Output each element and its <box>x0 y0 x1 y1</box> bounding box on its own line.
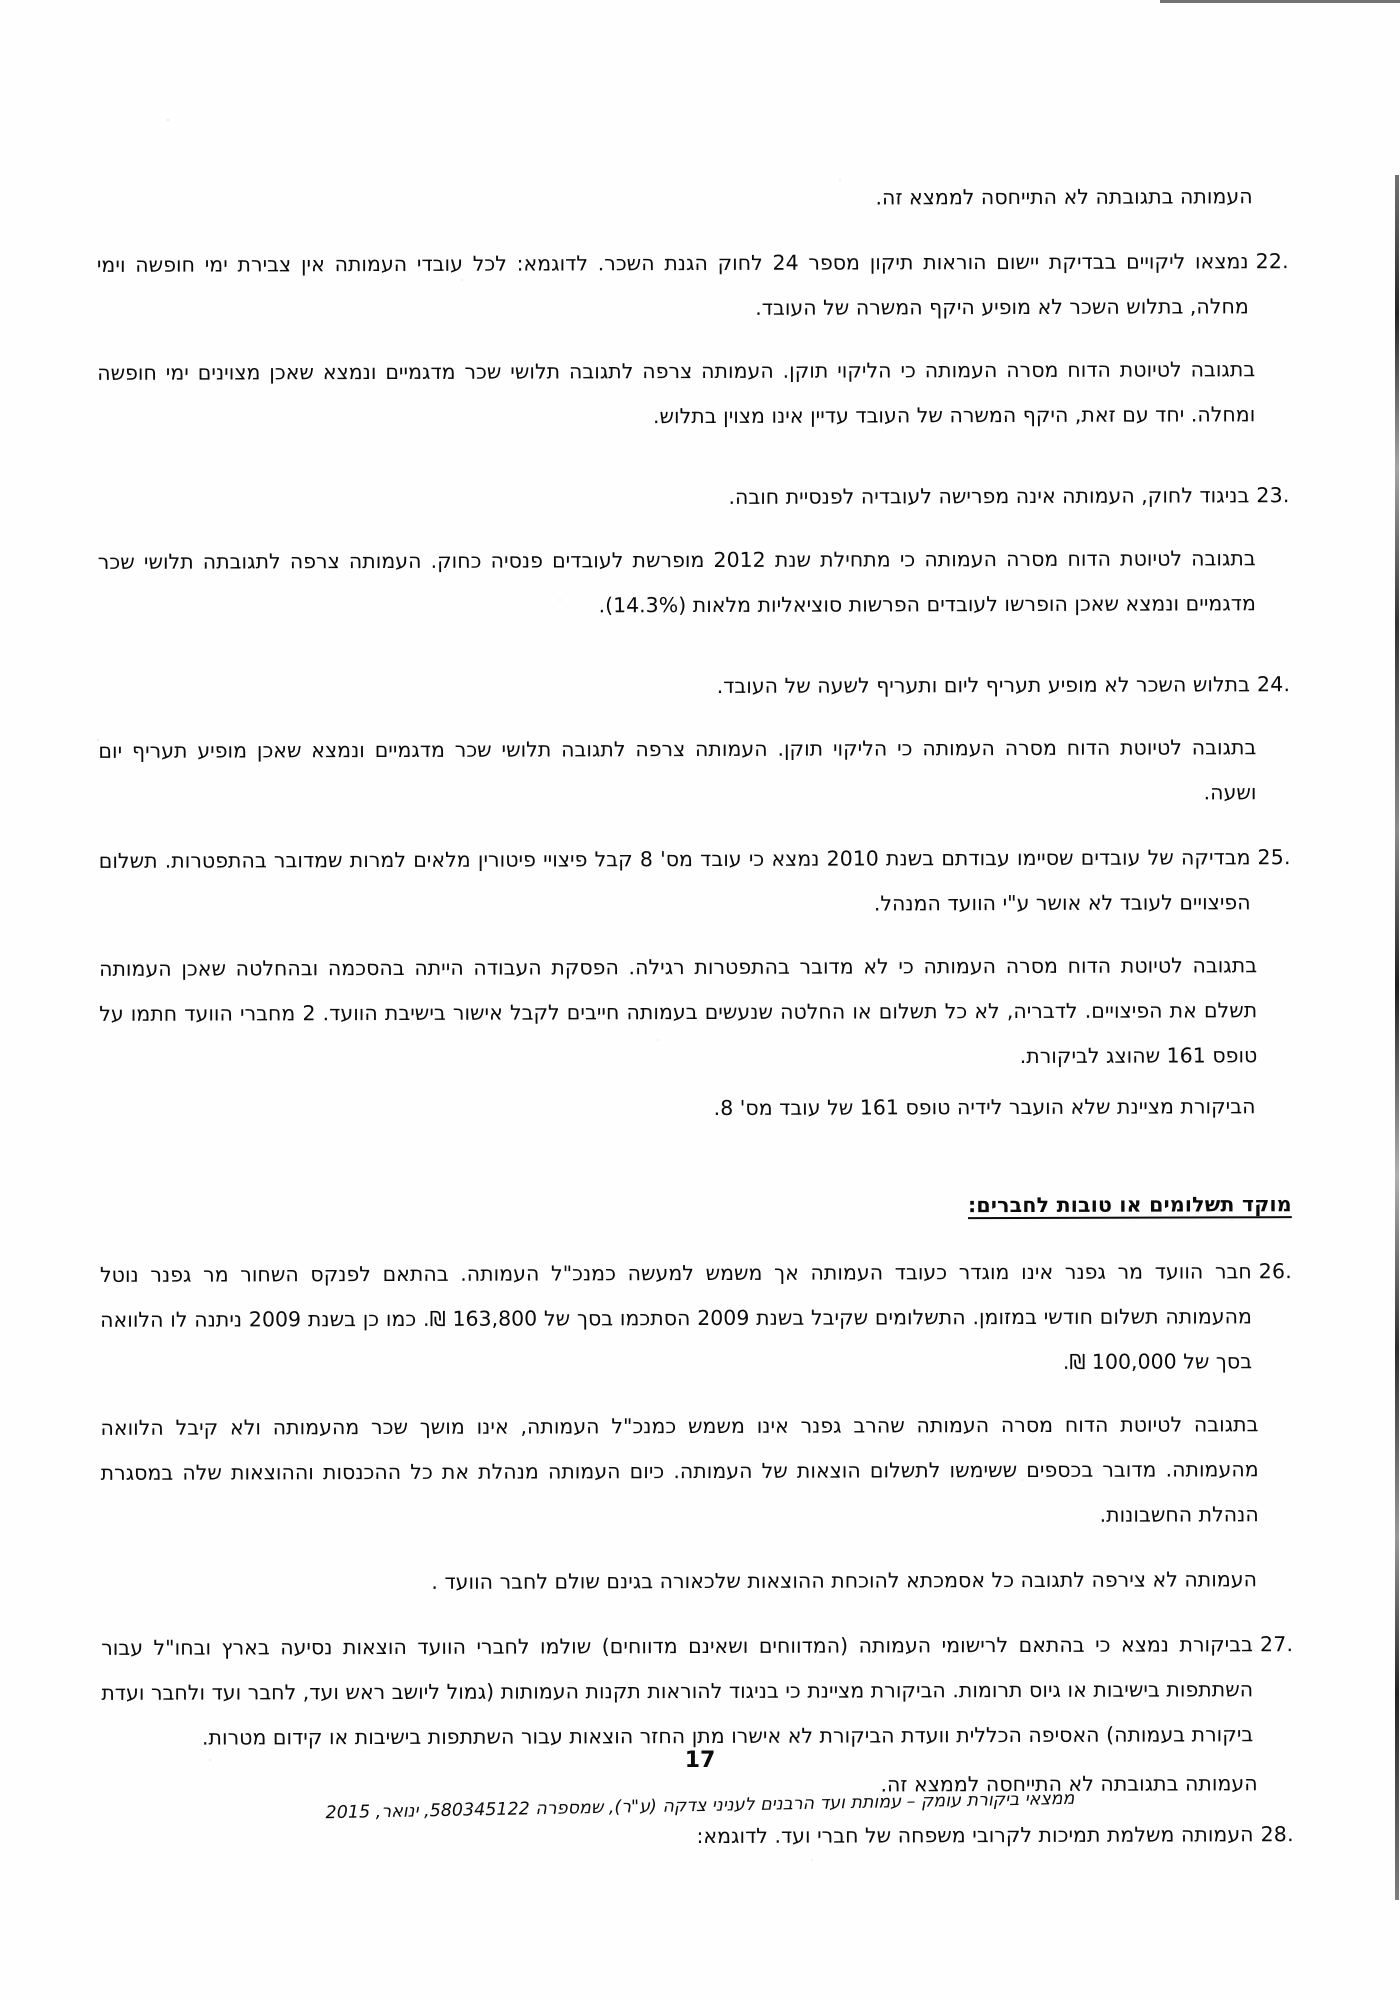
document-body <box>97 174 1294 1865</box>
finding-number-26: .26 <box>1258 1259 1293 1284</box>
audit-note-25: הביקורת מציינת שלא הועבר לידיה טופס 161 של עובד מס' 8. <box>713 1094 1256 1120</box>
finding-number-22: .22 <box>1255 249 1289 274</box>
finding-text-25: מבדיקה של עובדים שסיימו עבודתם בשנת 2010 נמצא כי עובד מס' 8 קבל פיצויי פיטורין מלאים למרות שמדובר בהתפטרות. תשלום הפיצויים לעובד לא אושר ע"י הוועד המנהל. <box>98 845 1251 916</box>
finding-item-23 <box>97 473 1289 522</box>
finding-text-24: בתלוש השכר לא מופיע תעריף ליום ותעריף לשעה של העובד. <box>716 672 1250 698</box>
finding-item-22 <box>97 239 1289 333</box>
intro-response-paragraph: העמותה בתגובתה לא התייחסה לממצא זה. <box>875 184 1253 210</box>
footer-note: ממצאי ביקורת עומק – עמותת ועד הרבנים לעניני צדקה (ע"ר), שמספרה 580345122, ינואר, 2015 <box>325 1788 1075 1824</box>
finding-text-28: העמותה משלמת תמיכות לקרובי משפחה של חברי ועד. לדוגמא: <box>696 1822 1254 1849</box>
finding-number-27: .27 <box>1259 1632 1294 1657</box>
finding-number-25: .25 <box>1257 845 1291 870</box>
scan-edge-right-artifact <box>1395 175 1399 1900</box>
finding-item-26 <box>100 1249 1292 1388</box>
response-paragraph-25: בתגובה לטיוטת הדוח מסרה העמותה כי לא מדובר בהתפטרות רגילה. הפסקת העבודה הייתה בהסכמה ובהחלטה שאכן העמותה תשלם את הפיצויים. לדבריה, לא כל תשלום או החלטה שנעשים בעמותה חייבים לקבל אישור בישיבת הוועד. 2 מחברי הוועד חתמו על טופס 161 שהוצג לביקורת. <box>99 953 1258 1069</box>
finding-text-27: בביקורת נמצא כי בהתאם לרישומי העמותה (המדווחים ושאינם מדווחים) שולמו לחברי הוועד הוצאות נסיעה בארץ ובחו"ל עבור השתתפות בישיבות או גיוס תרומות. הביקורת מציינת כי בניגוד להוראות תקנות העמותות (גמול ליושב ראש ועד, לחבר ועד ולחבר ועדת ביקורת בעמותה) האסיפה הכללית וועדת הביקורת לא אישרו מתן החזר הוצאות עבור השתתפות בישיבות או קידום מטרות. <box>101 1632 1254 1750</box>
finding-text-22: נמצאו ליקויים בבדיקת יישום הוראות תיקון מספר 24 לחוק הגנת השכר. לדוגמא: לכל עובדי העמותה אין צבירת ימי חופשה וימי מחלה, בתלוש השכר לא מופיע היקף המשרה של העובד. <box>96 249 1249 320</box>
finding-text-23: בניגוד לחוק, העמותה אינה מפרישה לעובדיה לפנסיית חובה. <box>728 483 1250 509</box>
finding-item-27 <box>101 1622 1293 1761</box>
response-paragraph-27: העמותה בתגובתה לא התייחסה לממצא זה. <box>880 1771 1258 1797</box>
audit-note-26: העמותה לא צירפה לתגובה כל אסמכתא להוכחת ההוצאות שלכאורה בגינם שולם לחבר הוועד . <box>431 1567 1258 1594</box>
finding-text-26: חבר הוועד מר גפנר אינו מוגדר כעובד העמותה אך משמש למעשה כמנכ"ל העמותה. בהתאם לפנקס השחור מר גפנר נוטל מהעמותה תשלום חודשי במזומן. התשלומים שקיבל בשנת 2009 הסתכמו בסך של 163,800 ₪. כמו כן בשנת 2009 ניתנה לו הלוואה בסך של 100,000 ₪. <box>99 1259 1253 1374</box>
response-paragraph-24: בתגובה לטיוטת הדוח מסרה העמותה כי הליקוי תוקן. העמותה צרפה לתגובה תלושי שכר מדגמיים ונמצא שאכן מופיע תעריף יום ושעה. <box>98 735 1257 805</box>
finding-number-24: .24 <box>1256 672 1291 697</box>
response-paragraph-22: בתגובה לטיוטת הדוח מסרה העמותה כי הליקוי תוקן. העמותה צרפה לתגובה תלושי שכר מדגמיים ונמצא שאכן מצוינים ימי חופשה ומחלה. יחד עם זאת, היקף המשרה של העובד עדיין אינו מצוין בתלוש. <box>97 357 1256 429</box>
finding-item-24 <box>98 662 1290 711</box>
scan-edge-top-artifact <box>1160 0 1400 3</box>
response-paragraph-23: בתגובה לטיוטת הדוח מסרה העמותה כי מתחילת שנת 2012 מופרשת לעובדים פנסיה כחוק. העמותה צרפה לתגובתה תלושי שכר מדגמיים ונמצא שאכן הופרשו לעובדים הפרשות סוציאליות מלאות (14.3%). <box>97 546 1256 618</box>
section-heading-payments-to-members: מוקד תשלומים או טובות לחברים: <box>967 1192 1292 1218</box>
finding-number-28: .28 <box>1260 1822 1294 1847</box>
finding-number-23: .23 <box>1256 483 1290 508</box>
page-number: 17 <box>684 1748 716 1773</box>
finding-item-25 <box>99 835 1291 929</box>
response-paragraph-26: בתגובה לטיוטת הדוח מסרה העמותה שהרב גפנר אינו משמש כמנכ"ל העמותה, אינו מושך שכר מהעמותה ולא קיבל הלוואה מהעמותה. מדובר בכספים ששימשו לתשלום הוצאות של העמותה. כיום העמותה מנהלת את כל ההכנסות וההוצאות שלה במסגרת הנהלת החשבונות. <box>100 1412 1259 1527</box>
